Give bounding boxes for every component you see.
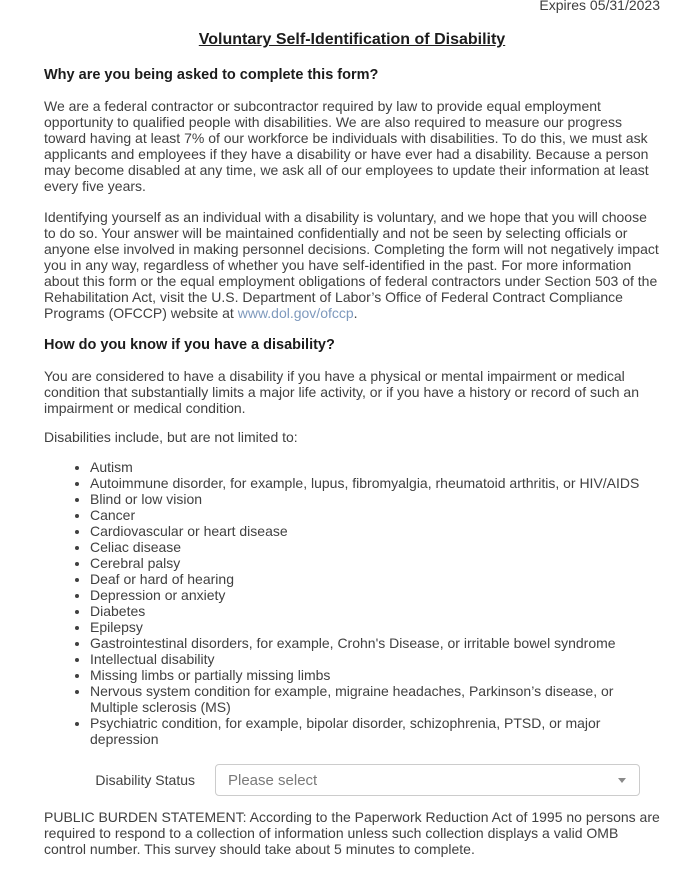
list-item: • Depression or anxiety [90, 587, 660, 603]
list-item: • Gastrointestinal disorders, for example, Crohn's Disease, or irritable bowel syndrome [90, 635, 660, 651]
disability-status-row [44, 764, 660, 796]
list-item: • Nervous system condition for example, migraine headaches, Parkinson’s disease, or Multiple sclerosis (MS) [90, 683, 660, 715]
why-paragraph-2-text: Identifying yourself as an individual with a disability is voluntary, and we hope that you will choose to do so. Your answer will be maintained confidentially and not be seen by selecting officials or anyone else involved in making personnel decisions. Completing the form will not negatively impact you in any way, regardless of whether you have self-identified in the past. For more information about this form or the equal employment obligations of federal contractors under Section 503 of the Rehabilitation Act, visit the U.S. Department of Labor’s Office of Federal Contract Compliance Programs (OFCCP) website at [44, 209, 659, 321]
list-item: • Cardiovascular or heart disease [90, 523, 660, 539]
disabilities-list [44, 459, 660, 747]
list-item: • Deaf or hard of hearing [90, 571, 660, 587]
why-paragraph-2-suffix: . [353, 305, 358, 321]
public-burden-statement: PUBLIC BURDEN STATEMENT: According to the Paperwork Reduction Act of 1995 no persons are required to respond to a collection of information unless such collection displays a valid OMB control number. This survey should take about 5 minutes to complete. [44, 809, 660, 857]
list-item: • Celiac disease [90, 539, 660, 555]
expires-date: Expires 05/31/2023 [539, 0, 660, 13]
why-paragraph-1: We are a federal contractor or subcontractor required by law to provide equal employment opportunity to qualified people with disabilities. We are also required to measure our progress toward having at least 7% of our workforce be individuals with disabilities. To do this, we must ask applicants and employees if they have a disability or have ever had a disability. Because a person may become disabled at any time, we ask all of our employees to update their information at least every five years. [44, 98, 649, 194]
why-section-heading: Why are you being asked to complete this form? [44, 67, 379, 83]
section-why [44, 67, 660, 321]
list-item: • Autoimmune disorder, for example, lupus, fibromyalgia, rheumatoid arthritis, or HIV/AIDS [90, 475, 660, 491]
list-item: • Intellectual disability [90, 651, 660, 667]
list-item: • Cerebral palsy [90, 555, 660, 571]
ofccp-link[interactable]: www.dol.gov/ofccp [237, 305, 354, 321]
list-item: • Epilepsy [90, 619, 660, 635]
section-how [44, 337, 660, 747]
page-title: Voluntary Self-Identification of Disability [198, 31, 506, 48]
list-item: • Diabetes [90, 603, 660, 619]
list-item: • Blind or low vision [90, 491, 660, 507]
list-item: • Autism [90, 459, 660, 475]
chevron-down-icon [618, 778, 626, 783]
disability-status-label: Disability Status [95, 772, 195, 788]
list-item: • Missing limbs or partially missing limbs [90, 667, 660, 683]
select-placeholder: Please select [228, 771, 318, 789]
how-paragraph-1: You are considered to have a disability if you have a physical or mental impairment or medical condition that substantially limits a major life activity, or if you have a history or record of such an impairment or medical condition. [44, 368, 640, 416]
list-item: • Cancer [90, 507, 660, 523]
list-item: • Psychiatric condition, for example, bipolar disorder, schizophrenia, PTSD, or major depression [90, 715, 660, 747]
disabilities-list-intro: Disabilities include, but are not limited to: [44, 429, 298, 445]
disability-status-select[interactable] [215, 764, 640, 796]
how-section-heading: How do you know if you have a disability? [44, 337, 335, 353]
why-paragraph-2 [44, 209, 660, 321]
